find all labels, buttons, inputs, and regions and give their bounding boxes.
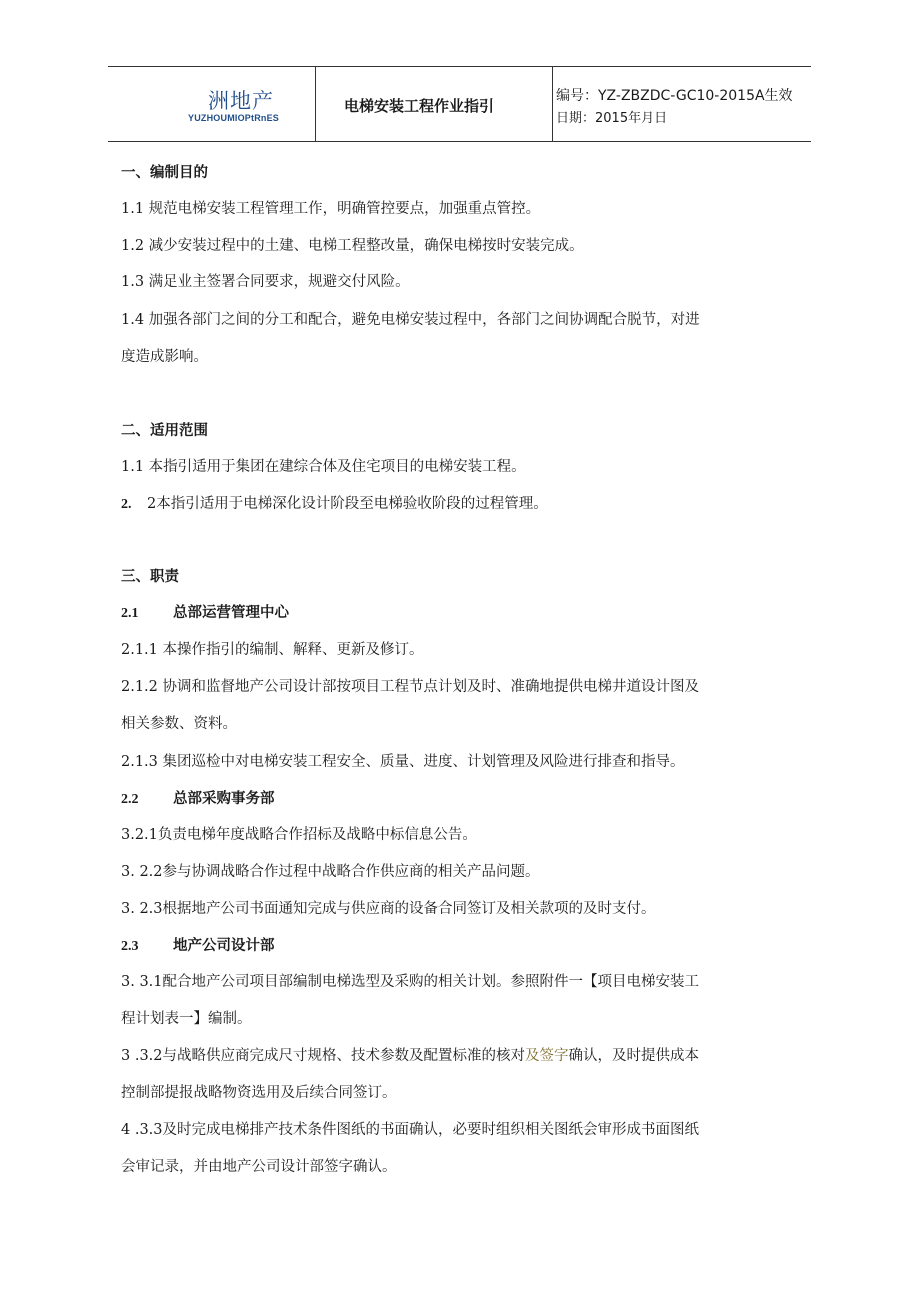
section2-item-2-number: 2. <box>121 497 132 512</box>
item-3-3-2-line1 <box>121 1046 699 1066</box>
title-cell <box>316 67 553 141</box>
section2-heading: 二、适用范围 <box>121 423 208 439</box>
subsection-2-1 <box>121 603 289 624</box>
company-logo-cn: 洲地产 <box>208 89 274 113</box>
section1-item-1: 1.1 规范电梯安装工程管理工作，明确管控要点，加强重点管控。 <box>121 201 541 217</box>
item-3-3-1-line1: 3. 3.1配合地产公司项目部编制电梯选型及采购的相关计划。参照附件一【项目电梯安装工 <box>121 974 699 990</box>
logo-cell <box>108 67 316 141</box>
item-3-3-2-line2: 控制部提报战略物资选用及后续合同签订。 <box>121 1085 397 1101</box>
item-2-1-1: 2.1.1 本操作指引的编制、解释、更新及修订。 <box>121 642 424 658</box>
subsection-2-3-title: 地产公司设计部 <box>173 938 275 954</box>
section1-item-4-line1: 1.4 加强各部门之间的分工和配合，避免电梯安装过程中，各部门之间协调配合脱节，对进 <box>121 312 700 328</box>
item-3-3-1-line2: 程计划表一】编制。 <box>121 1011 252 1027</box>
item-3-2-2: 3. 2.2参与协调战略合作过程中战略合作供应商的相关产品问题。 <box>121 864 540 880</box>
section2-item-2-text: 2本指引适用于电梯深化设计阶段至电梯验收阶段的过程管理。 <box>147 496 548 512</box>
subsection-2-1-title: 总部运营管理中心 <box>173 605 289 621</box>
section1-heading: 一、编制目的 <box>121 165 208 181</box>
subsection-2-3 <box>121 936 275 957</box>
section2-item-1: 1.1 本指引适用于集团在建综合体及住宅项目的电梯安装工程。 <box>121 459 526 475</box>
section1-item-3: 1.3 满足业主签署合同要求，规避交付风险。 <box>121 274 410 290</box>
company-logo-en: YUZHOUMIOPtRnES <box>188 113 280 123</box>
item-3-3-2-highlight: 及签字 <box>525 1048 569 1064</box>
subsection-2-2 <box>121 789 275 810</box>
item-2-1-2-line2: 相关参数、资料。 <box>121 716 237 732</box>
subsection-2-2-title: 总部采购事务部 <box>173 791 275 807</box>
section3-heading: 三、职责 <box>121 569 179 585</box>
document-title: 电梯安装工程作业指引 <box>344 97 495 115</box>
item-3-3-3-line2: 会审记录，并由地产公司设计部签字确认。 <box>121 1159 397 1175</box>
effective-date: 日期：2015年月日 <box>556 111 668 126</box>
section1-item-4-line2: 度造成影响。 <box>121 349 208 365</box>
item-3-3-2-text-pre: 3 .3.2与战略供应商完成尺寸规格、技术参数及配置标准的核对 <box>121 1048 526 1064</box>
item-3-2-3: 3. 2.3根据地产公司书面通知完成与供应商的设备合同签订及相关款项的及时支付。 <box>121 901 656 917</box>
subsection-2-3-number: 2.3 <box>121 939 139 954</box>
item-2-1-2-line1: 2.1.2 协调和监督地产公司设计部按项目工程节点计划及时、准确地提供电梯井道设计图及 <box>121 679 699 695</box>
section2-item-2 <box>121 494 548 515</box>
code-cell <box>554 67 811 141</box>
item-3-2-1: 3.2.1负责电梯年度战略合作招标及战略中标信息公告。 <box>121 827 477 843</box>
document-code: 编号：YZ-ZBZDC-GC10-2015A生效 <box>556 88 793 104</box>
section1-item-2: 1.2 减少安装过程中的土建、电梯工程整改量，确保电梯按时安装完成。 <box>121 238 584 254</box>
subsection-2-1-number: 2.1 <box>121 606 139 621</box>
item-2-1-3: 2.1.3 集团巡检中对电梯安装工程安全、质量、进度、计划管理及风险进行排查和指导。 <box>121 754 685 770</box>
document-header <box>108 66 811 142</box>
subsection-2-2-number: 2.2 <box>121 792 139 807</box>
item-3-3-2-text-post: 确认，及时提供成本 <box>568 1048 700 1064</box>
item-3-3-3-line1: 4 .3.3及时完成电梯排产技术条件图纸的书面确认，必要时组织相关图纸会审形成书面图纸 <box>121 1122 699 1138</box>
